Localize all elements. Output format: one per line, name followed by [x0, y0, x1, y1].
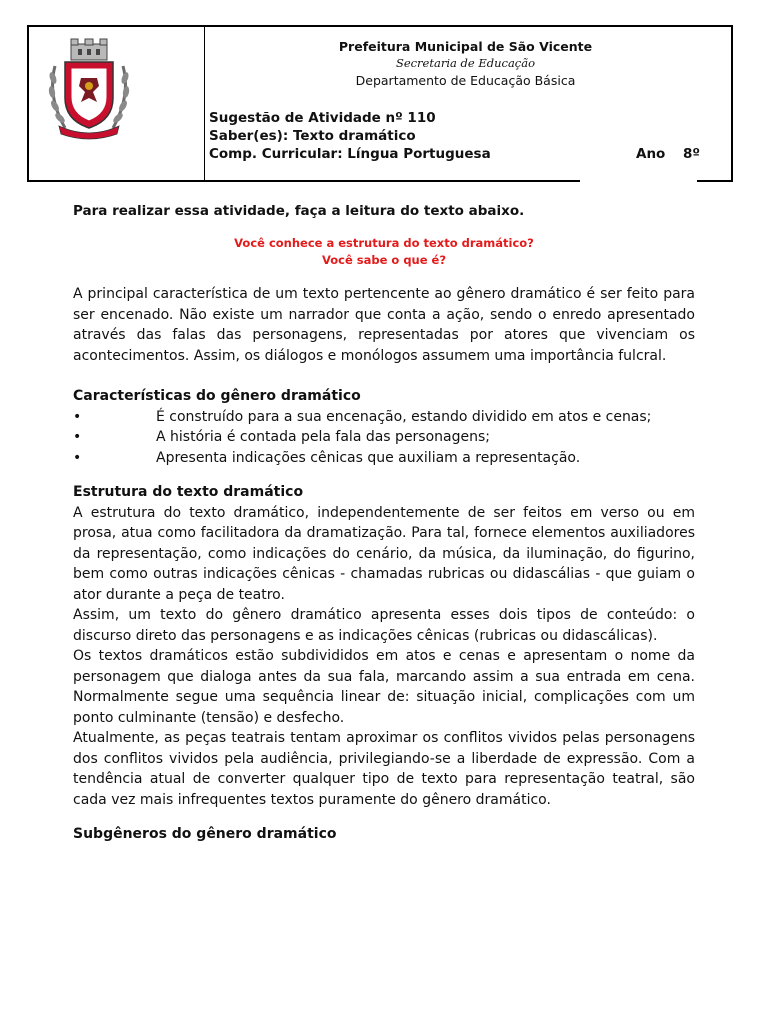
organization-block	[205, 38, 726, 89]
reading-instruction: Para realizar essa atividade, faça a leitura do texto abaixo.	[73, 203, 525, 219]
componente-row	[209, 145, 729, 163]
coat-of-arms-icon	[45, 36, 133, 140]
question-2: Você sabe o que é?	[321, 253, 447, 267]
section-title-caracteristicas: Características do gênero dramático	[73, 388, 361, 404]
org-departamento: Departamento de Educação Básica	[355, 73, 576, 88]
estrutura-paragraph: Assim, um texto do gênero dramático apresenta esses dois tipos de conteúdo: o discurso direto das personagens e as indicações cênicas (rubricas ou didascálicas).	[73, 607, 695, 644]
section-title-subgeneros: Subgêneros do gênero dramático	[73, 826, 337, 842]
saberes: Saber(es): Texto dramático	[209, 128, 416, 144]
bullet-icon: •	[73, 429, 82, 445]
intro-paragraph: A principal característica de um texto pertencente ao gênero dramático é ser feito para ser encenado. Não existe um narrador que conta a ação, sendo o enredo apresentado através das falas das personagens, representadas por atores que vivenciam os acontecimentos. Assim, os diálogos e monólogos assumem uma importância fulcral.	[73, 286, 695, 364]
question-1: Você conhece a estrutura do texto dramático?	[234, 236, 534, 250]
bullet-text: É construído para a sua encenação, estando dividido em atos e cenas;	[156, 408, 652, 425]
section-title-estrutura: Estrutura do texto dramático	[73, 484, 304, 500]
bullet-icon: •	[73, 449, 82, 466]
bullet-text: Apresenta indicações cênicas que auxiliam a representação.	[156, 449, 581, 466]
bullet-item	[73, 407, 695, 428]
bullet-item	[73, 448, 695, 469]
org-title: Prefeitura Municipal de São Vicente	[338, 39, 593, 54]
header-border-gap	[580, 180, 697, 184]
estrutura-paragraph: Atualmente, as peças teatrais tentam aproximar os conflitos vividos pelas personagens dos conflitos vividos pela audiência, privilegiando-se a liberdade de expressão. Com a tendência atual de converter qualquer tipo de texto para representação teatral, são cada vez mais infrequentes textos puramente do gênero dramático.	[73, 730, 695, 808]
bullet-icon: •	[73, 408, 82, 425]
estrutura-paragraph: A estrutura do texto dramático, independentemente de ser feitos em verso ou em prosa, atua como facilitadora da dramatização. Para tal, fornece elementos auxiliadores da representação, como indicações do cenário, da música, da iluminação, do figurino, bem como outras indicações cênicas - chamadas rubricas ou didascálias - que guiam o ator durante a peça de teatro.	[73, 504, 695, 603]
main-content	[73, 284, 695, 845]
componente-curricular: Comp. Curricular: Língua Portuguesa	[209, 146, 491, 162]
estrutura-paragraph: Os textos dramáticos estão subdivididos em atos e cenas e apresentam o nome da personagem que dialoga antes da sua fala, marcando assim a sua entrada em cena. Normalmente segue uma sequência linear de: situação inicial, complicações com um ponto culminante (tensão) e desfecho.	[73, 648, 695, 726]
activity-number: Sugestão de Atividade nº 110	[209, 110, 436, 126]
org-secretaria: Secretaria de Educação	[395, 56, 536, 70]
intro-questions	[73, 235, 695, 269]
bullet-item	[73, 427, 695, 448]
bullet-text: A história é contada pela fala das personagens;	[156, 429, 491, 445]
ano-label: Ano	[636, 146, 666, 162]
ano-value: 8º	[683, 146, 701, 162]
activity-meta	[209, 109, 729, 163]
